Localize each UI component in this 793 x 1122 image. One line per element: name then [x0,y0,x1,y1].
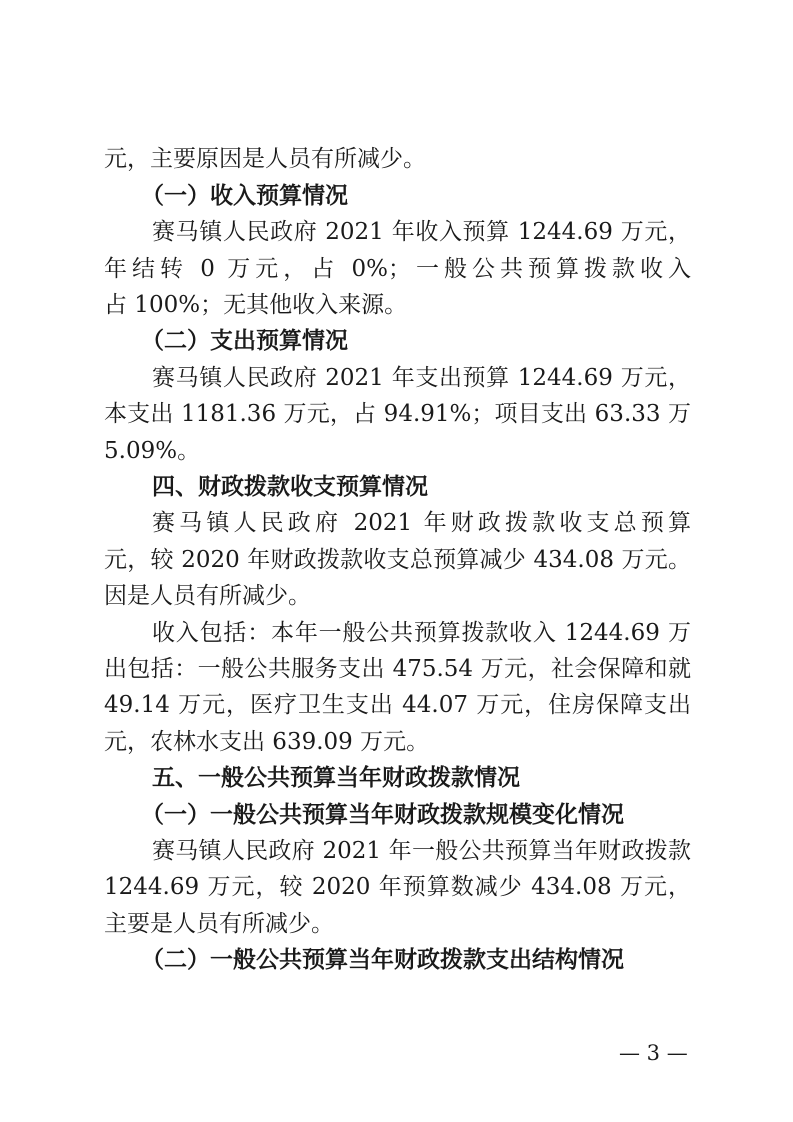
section-heading: （二）一般公共预算当年财政拨款支出结构情况 [141,946,624,973]
section-heading: （二）支出预算情况 [141,327,348,354]
section-heading: （一）收入预算情况 [141,182,348,209]
text-line: 元，较 2020 年财政拨款收支总预算减少 434.08 万元。 [104,547,691,573]
text-line: 出包括：一般公共服务支出 475.54 万元，社会保障和就 [104,656,691,682]
text-line: 赛马镇人民政府 2021 年一般公共预算当年财政拨款 [152,838,691,864]
text-line: 赛马镇人民政府 2021 年财政拨款收支总预算 [152,510,691,536]
text-line: 本支出 1181.36 万元，占 94.91%；项目支出 63.33 万 [104,401,691,427]
text-line: 5.09%。 [104,438,201,464]
section-heading: 五、一般公共预算当年财政拨款情况 [152,764,520,791]
text-line: 元，主要原因是人员有所减少。 [104,146,426,172]
page-number: — 3 — [619,1041,688,1065]
section-heading: （一）一般公共预算当年财政拨款规模变化情况 [141,801,624,828]
text-line: 元，农林水支出 639.09 万元。 [104,729,430,755]
text-line: 主要是人员有所减少。 [104,911,334,937]
text-line: 年结转 0 万元，占 0%；一般公共预算拨款收入 [104,256,691,282]
text-line: 占 100%；无其他收入来源。 [104,292,408,318]
text-line: 收入包括：本年一般公共预算拨款收入 1244.69 万 [152,620,691,646]
section-heading: 四、财政拨款收支预算情况 [152,473,428,500]
text-line: 赛马镇人民政府 2021 年支出预算 1244.69 万元， [152,365,691,391]
text-line: 因是人员有所减少。 [104,583,311,609]
text-line: 1244.69 万元，较 2020 年预算数减少 434.08 万元， [104,874,691,900]
text-line: 49.14 万元，医疗卫生支出 44.07 万元，住房保障支出 [104,692,691,718]
text-line: 赛马镇人民政府 2021 年收入预算 1244.69 万元， [152,219,691,245]
